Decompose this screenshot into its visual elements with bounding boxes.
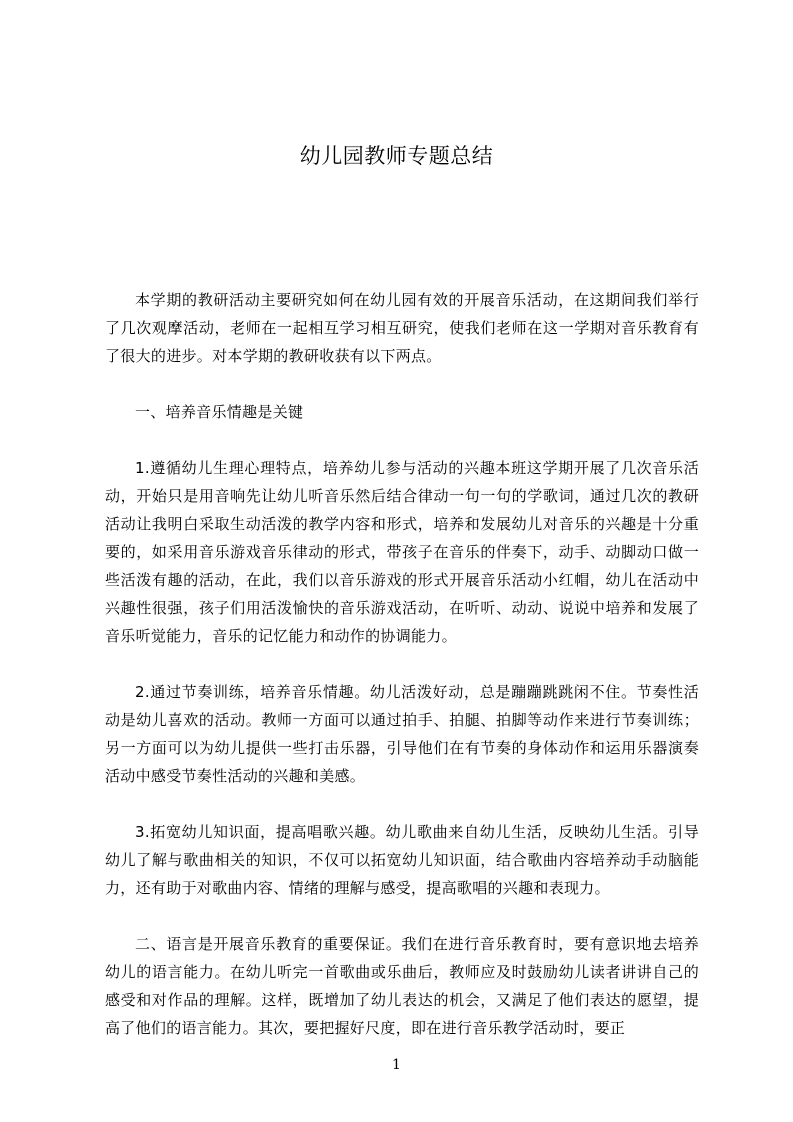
point-2-paragraph: 2.通过节奏训练，培养音乐情趣。幼儿活泼好动，总是蹦蹦跳跳闲不住。节奏性活动是幼儿喜欢的活动。教师一方面可以通过拍手、拍腿、拍脚等动作来进行节奏训练；另一方面可以为幼儿提供一些打击乐器，引导他们在有节奏的身体动作和运用乐器演奏活动中感受节奏性活动的兴趣和美感。 (105, 683, 699, 785)
section-2-paragraph: 二、语言是开展音乐教育的重要保证。我们在进行音乐教育时，要有意识地去培养幼儿的语言能力。在幼儿听完一首歌曲或乐曲后，教师应及时鼓励幼儿读者讲讲自己的感受和对作品的理解。这样，既增加了幼儿表达的机会，又满足了他们表达的愿望，提高了他们的语言能力。其次，要把握好尺度，即在进行音乐教学活动时，要正 (105, 935, 699, 1037)
intro-paragraph: 本学期的教研活动主要研究如何在幼儿园有效的开展音乐活动，在这期间我们举行了几次观摩活动，老师在一起相互学习相互研究，使我们老师在这一学期对音乐教育有了很大的进步。对本学期的教研收获有以下两点。 (105, 291, 699, 365)
document-title: 幼儿园教师专题总结 (299, 144, 494, 168)
document-body (105, 286, 699, 1070)
page-number: 1 (392, 1057, 401, 1073)
point-3-paragraph: 3.拓宽幼儿知识面，提高唱歌兴趣。幼儿歌曲来自幼儿生活，反映幼儿生活。引导幼儿了解与歌曲相关的知识，不仅可以拓宽幼儿知识面，结合歌曲内容培养动手动脑能力，还有助于对歌曲内容、情绪的理解与感受，提高歌唱的兴趣和表现力。 (105, 823, 699, 897)
section-heading-1: 一、培养音乐情趣是关键 (135, 403, 304, 421)
point-1-paragraph: 1.遵循幼儿生理心理特点，培养幼儿参与活动的兴趣本班这学期开展了几次音乐活动，开始只是用音响先让幼儿听音乐然后结合律动一句一句的学歌词，通过几次的教研活动让我明白采取生动活泼的教学内容和形式，培养和发展幼儿对音乐的兴趣是十分重要的，如采用音乐游戏音乐律动的形式，带孩子在音乐的伴奏下，动手、动脚动口做一些活泼有趣的活动，在此，我们以音乐游戏的形式开展音乐活动小红帽，幼儿在活动中兴趣性很强，孩子们用活泼愉快的音乐游戏活动，在听听、动动、说说中培养和发展了音乐听觉能力，音乐的记忆能力和动作的协调能力。 (105, 459, 699, 645)
